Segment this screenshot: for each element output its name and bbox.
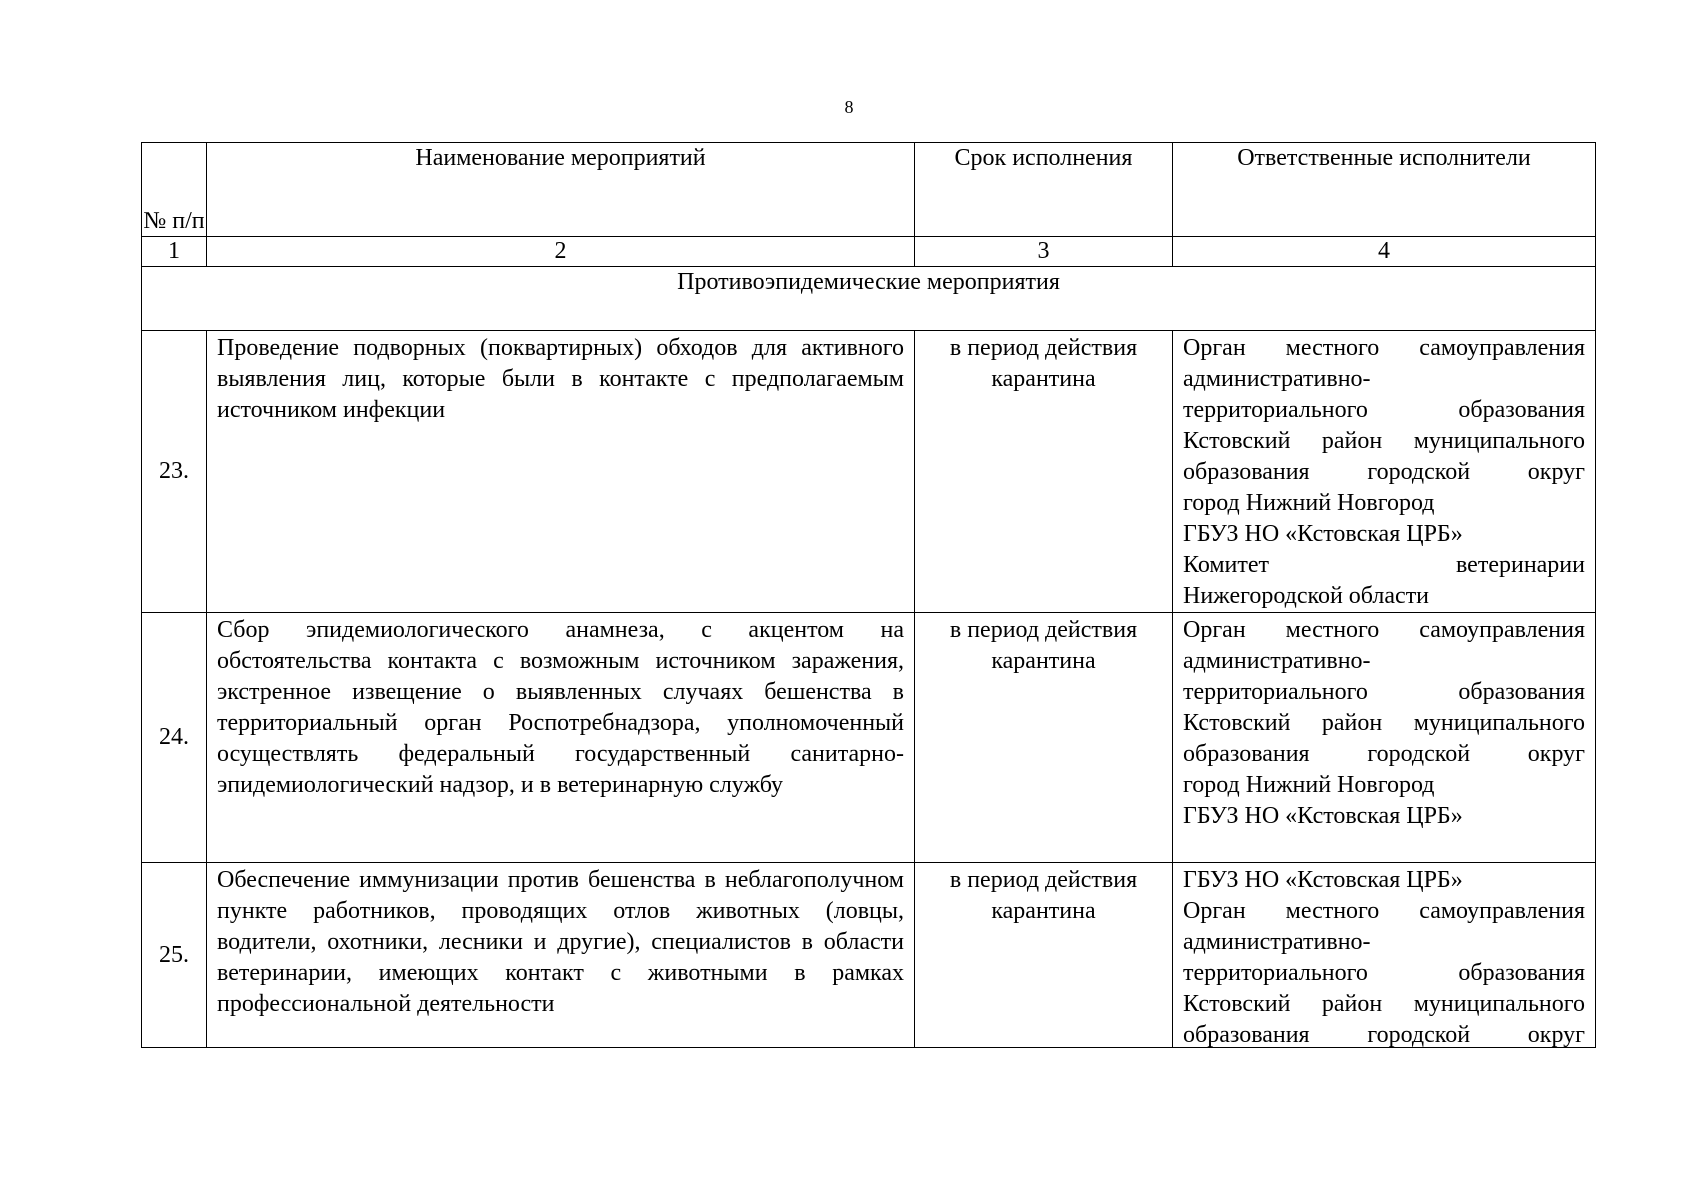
header-term: Срок исполнения [915,143,1173,237]
responsible-line: ГБУЗ НО «Кстовская ЦРБ» [1183,521,1463,547]
responsible-line: образования городской округ [1183,1022,1585,1047]
section-title: Противоэпидемические мероприятия [142,267,1596,331]
row-number: 24. [142,613,207,863]
column-number: 2 [207,237,915,267]
responsible-line: административно- [1183,929,1371,955]
header-number: № п/п [142,143,207,237]
responsible-line: территориального образования [1183,679,1585,705]
header-row [142,143,1596,237]
responsible-line: Орган местного самоуправления [1183,335,1585,361]
responsible-line: административно- [1183,648,1371,674]
responsible-clip [1183,865,1585,1047]
responsible-line: Кстовский район муниципального [1183,991,1585,1017]
header-responsible: Ответственные исполнители [1173,143,1596,237]
measure-name: Сбор эпидемиологического анамнеза, с акцентом на обстоятельства контакта с возможным источником заражения, экстренное извещение о выявленных случаях бешенства в территориальный орган Роспотребнадзора, уполномоченный осуществлять федеральный государственный санитарно-эпидемиологический надзор, и в ветеринарную службу [207,613,915,863]
responsible-line: Кстовский район муниципального [1183,710,1585,736]
column-number: 4 [1173,237,1596,267]
responsible-line: ГБУЗ НО «Кстовская ЦРБ» [1183,867,1463,893]
measure-responsible [1173,331,1596,613]
row-number: 25. [142,863,207,1048]
measure-term: в период действия карантина [915,613,1173,863]
measure-name: Обеспечение иммунизации против бешенства в неблагополучном пункте работников, проводящих отлов животных (ловцы, водители, охотники, лесники и другие), специалистов в области ветеринарии, имеющих контакт с животными в рамках профессиональной деятельности [207,863,915,1048]
responsible-line: образования городской округ [1183,741,1585,767]
responsible-line: административно- [1183,366,1371,392]
page-number: 8 [844,97,854,117]
column-number: 3 [915,237,1173,267]
responsible-line: территориального образования [1183,397,1585,423]
table-row [142,613,1596,863]
column-number-row [142,237,1596,267]
header-name: Наименование мероприятий [207,143,915,237]
responsible-line: ГБУЗ НО «Кстовская ЦРБ» [1183,803,1463,829]
responsible-line: Нижегородской области [1183,583,1430,609]
responsible-line: город Нижний Новгород [1183,772,1435,798]
responsible-line: Орган местного самоуправления [1183,898,1585,924]
responsible-line: территориального образования [1183,960,1585,986]
row-number: 23. [142,331,207,613]
section-row [142,267,1596,331]
responsible-line: Кстовский район муниципального [1183,428,1585,454]
table-row [142,331,1596,613]
measures-table [141,142,1596,1048]
table-row [142,863,1596,1048]
measure-term: в период действия карантина [915,863,1173,1048]
responsible-line: образования городской округ [1183,459,1585,485]
responsible-line: Комитет ветеринарии [1183,552,1585,578]
responsible-line: город Нижний Новгород [1183,490,1435,516]
column-number: 1 [142,237,207,267]
measure-responsible [1173,863,1596,1048]
measure-term: в период действия карантина [915,331,1173,613]
measure-responsible [1173,613,1596,863]
measure-name: Проведение подворных (поквартирных) обходов для активного выявления лиц, которые были в контакте с предполагаемым источником инфекции [207,331,915,613]
responsible-line: Орган местного самоуправления [1183,617,1585,643]
